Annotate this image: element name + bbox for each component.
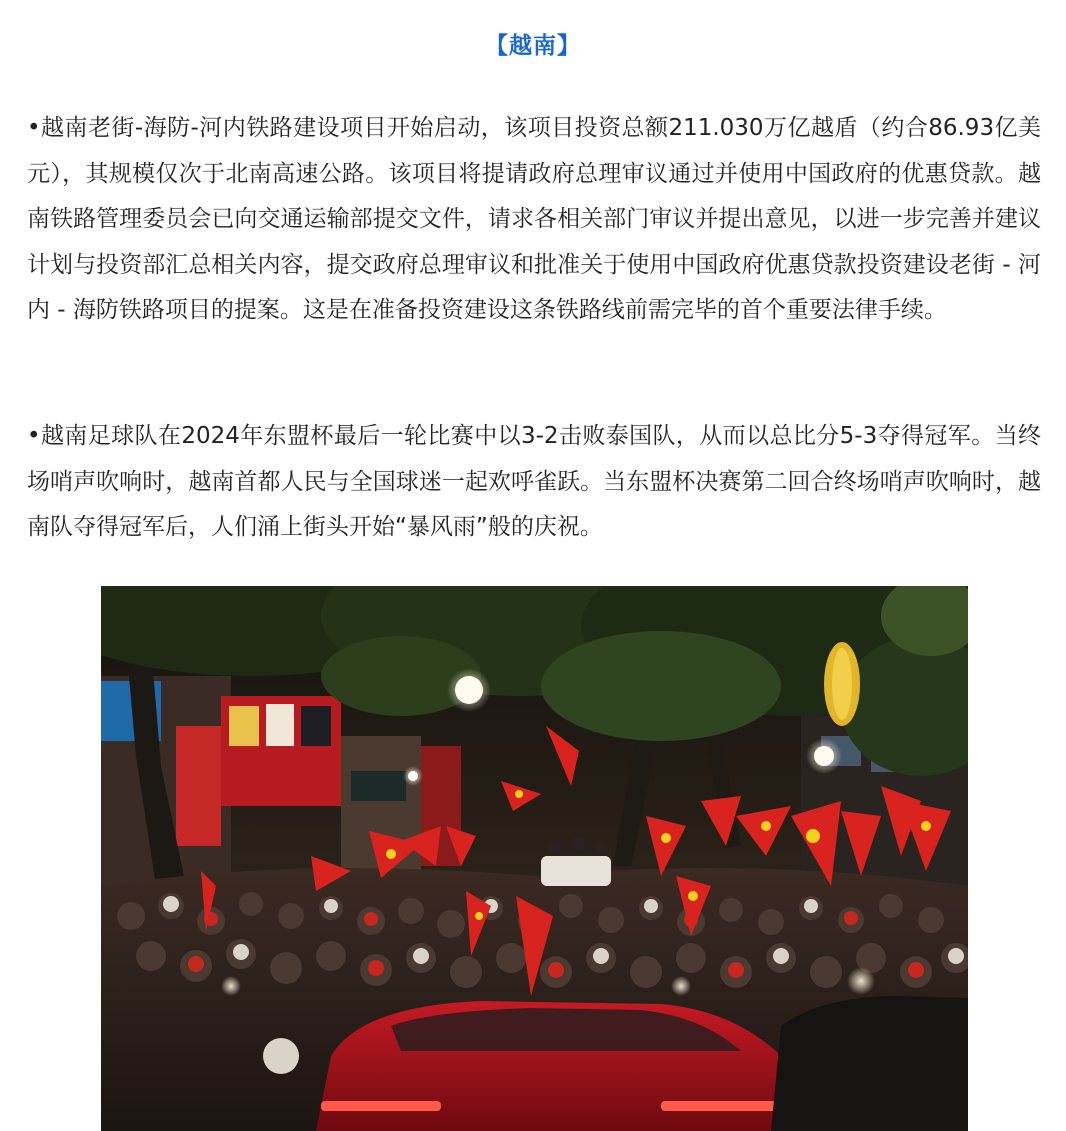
paragraph-railway-project: •越南老街-海防-河内铁路建设项目开始启动，该项目投资总额211.030万亿越盾（约合86.93亿美元），其规模仅次于北南高速公路。该项目将提请政府总理审议通过并使用中国政府的优惠贷款。越南铁路管理委员会已向交通运输部提交文件，请求各相关部门审议并提出意见，以进一步完善并建议计划与投资部汇总相关内容，提交政府总理审议和批准关于使用中国政府优惠贷款投资建设老街 - 河内 - 海防铁路项目的提案。这是在准备投资建设这条铁路线前需完毕的首个重要法律手续。 xyxy=(27,115,1041,324)
section-title: 【越南】 xyxy=(485,33,581,59)
celebration-street-photo xyxy=(101,586,968,1131)
paragraph-football-celebration: •越南足球队在2024年东盟杯最后一轮比赛中以3-2击败泰国队，从而以总比分5-3夺得冠军。当终场哨声吹响时，越南首都人民与全国球迷一起欢呼雀跃。当东盟杯决赛第二回合终场哨声吹响时，越南队夺得冠军后，人们涌上街头开始“暴风雨”般的庆祝。 xyxy=(27,423,1041,541)
